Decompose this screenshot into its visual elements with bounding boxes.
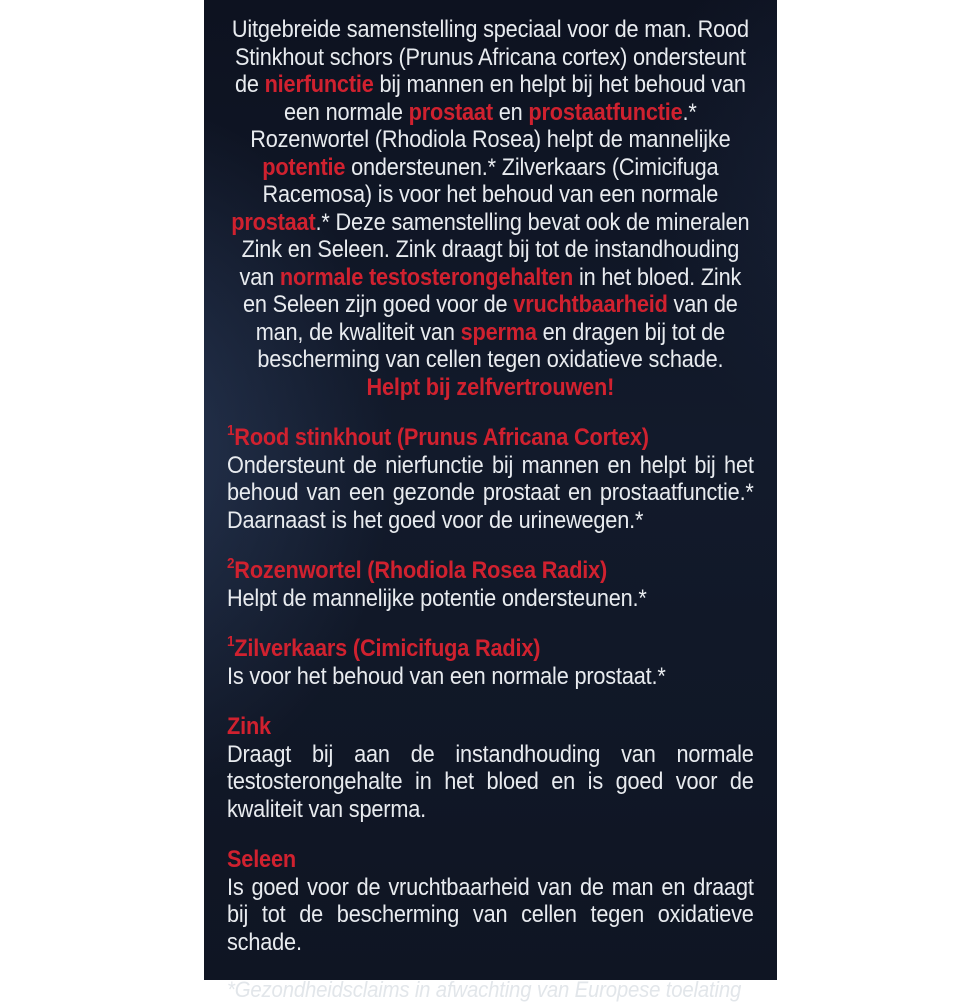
intro-highlight: prostaat	[408, 98, 493, 126]
section-body: Draagt bij aan de instandhouding van normale testosterongehalte in het bloed en is goed voor de kwaliteit van sperma.	[227, 740, 754, 823]
section-heading-label: Zink	[227, 713, 271, 740]
intro-text: Uitgebreide samenstelling speciaal voor de man. Rood Stinkhout schors (Prunus Africana cortex) ondersteunt de	[231, 16, 749, 98]
section-body: Helpt de mannelijke potentie ondersteunen.*	[227, 584, 647, 612]
intro-text: bij mannen en helpt bij het behoud van een normale	[284, 71, 746, 126]
intro-paragraph	[227, 16, 754, 374]
section-heading	[227, 846, 754, 874]
section-body: Is goed voor de vruchtbaarheid van de man en draagt bij tot de bescherming van cellen tegen oxidatieve schade.	[227, 873, 754, 956]
tagline: Helpt bij zelfvertrouwen!	[366, 373, 615, 401]
section-sup: 2	[227, 556, 235, 572]
intro-text: en dragen bij tot de bescherming van cellen tegen oxidatieve schade.	[257, 318, 725, 373]
intro-highlight: vruchtbaarheid	[513, 291, 668, 318]
intro-highlight: normale testosterongehalten	[279, 263, 574, 291]
ingredient-section	[227, 557, 754, 612]
intro-text: in het bloed. Zink en Seleen zijn goed voor de	[243, 263, 742, 318]
intro-text: en	[492, 98, 529, 126]
section-sup: 1	[227, 634, 235, 650]
intro-text: van de man, de kwaliteit van	[255, 291, 738, 346]
ingredient-section	[227, 846, 754, 956]
section-heading-label: Seleen	[227, 846, 296, 873]
intro-highlight: sperma	[460, 318, 537, 346]
section-sup: 1	[227, 423, 235, 439]
ingredient-section	[227, 635, 754, 690]
section-body: Is voor het behoud van een normale prostaat.*	[227, 662, 666, 690]
sections	[227, 424, 754, 956]
health-claims-footnote: *Gezondheidsclaims in afwachting van Europese toelating	[227, 977, 742, 1002]
intro-text: ondersteunen.* Zilverkaars (Cimicifuga Racemosa) is voor het behoud van een normale	[262, 153, 719, 208]
product-label-panel	[204, 0, 777, 1002]
intro-highlight: nierfunctie	[264, 71, 374, 98]
section-heading-label: Rood stinkhout (Prunus Africana Cortex)	[234, 424, 649, 451]
intro-highlight: potentie	[262, 153, 346, 181]
section-heading	[227, 557, 754, 585]
intro-highlight: prostaat	[231, 208, 316, 236]
section-heading	[227, 713, 754, 741]
section-heading-label: Zilverkaars (Cimicifuga Radix)	[234, 635, 541, 662]
section-heading	[227, 424, 754, 452]
ingredient-section	[227, 713, 754, 823]
intro-highlight: prostaatfunctie	[528, 98, 683, 126]
section-heading-label: Rozenwortel (Rhodiola Rosea Radix)	[234, 557, 608, 584]
intro-text: .* Deze samenstelling bevat ook de mineralen Zink en Seleen. Zink draagt bij tot de instandhouding van	[239, 208, 750, 291]
intro-text: .* Rozenwortel (Rhodiola Rosea) helpt de mannelijke	[250, 98, 731, 153]
section-body: Ondersteunt de nierfunctie bij mannen en helpt bij het behoud van een gezonde prostaat en prostaatfunctie.* Daarnaast is het goed voor de urinewegen.*	[227, 451, 754, 534]
section-heading	[227, 635, 754, 663]
ingredient-section	[227, 424, 754, 534]
